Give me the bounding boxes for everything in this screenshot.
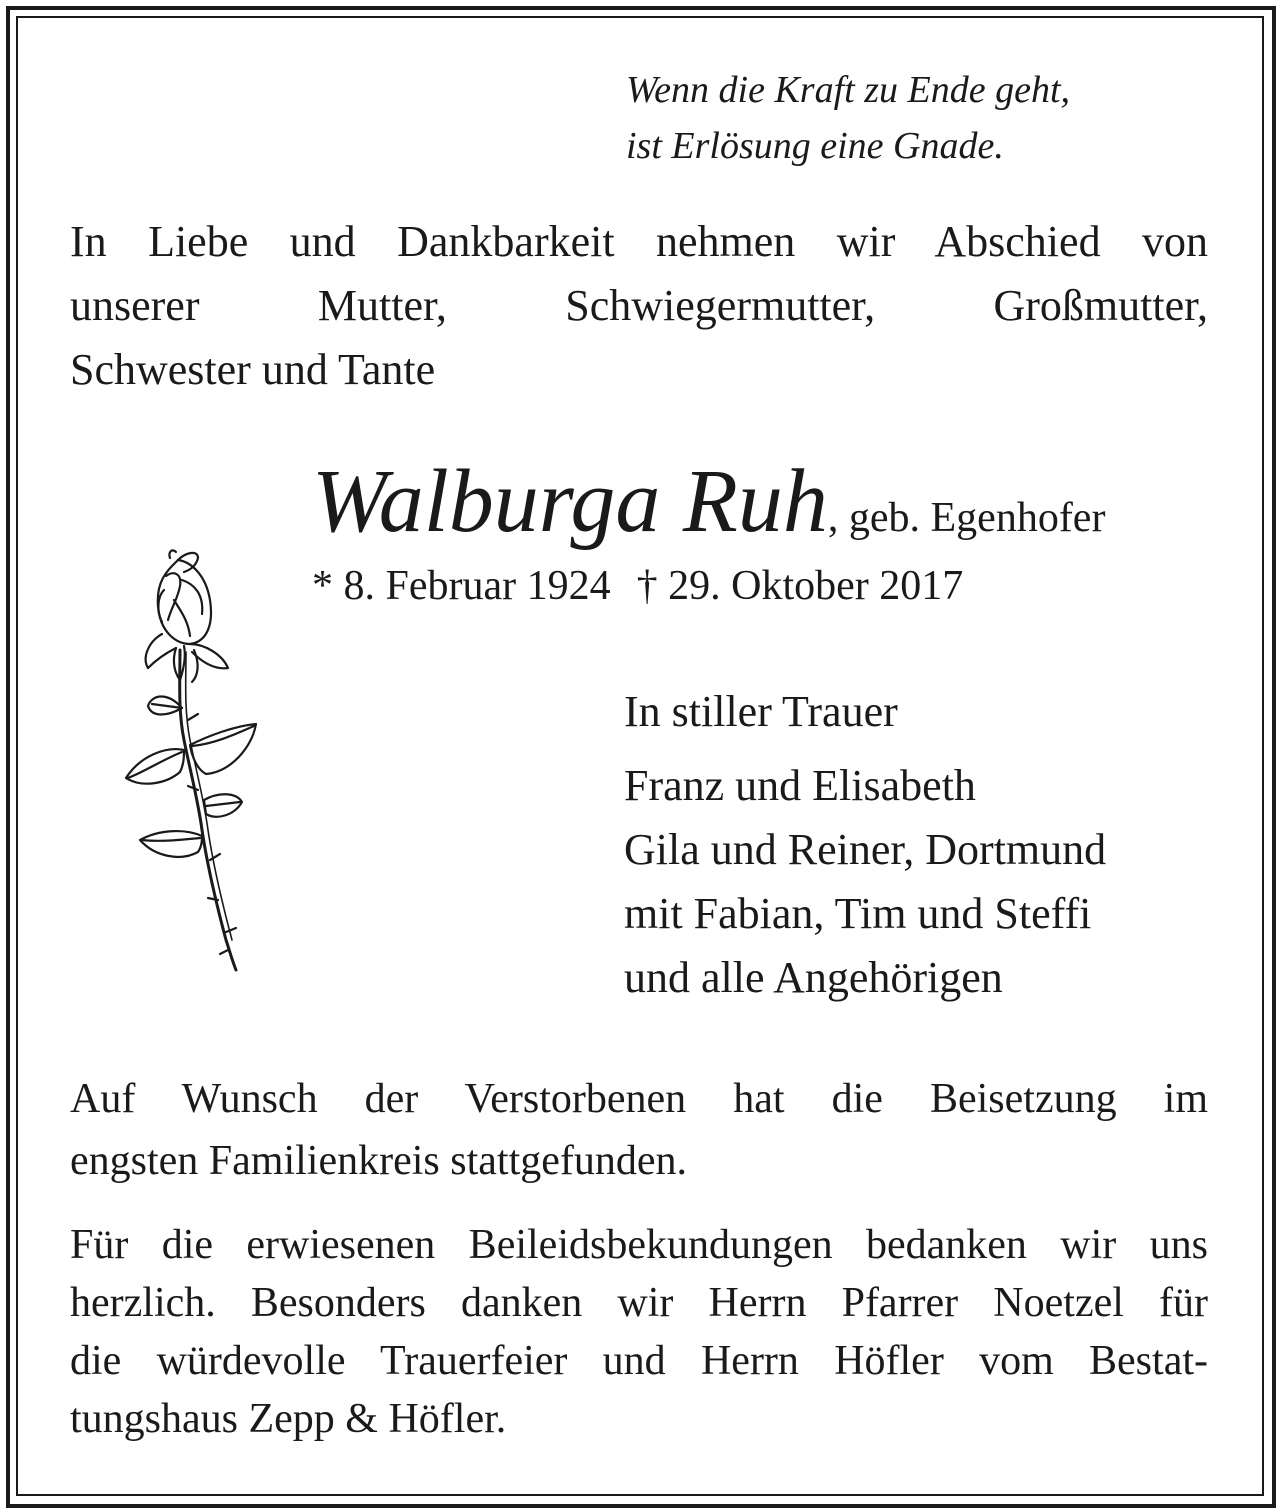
mourner-name: und alle Angehörigen: [624, 953, 1003, 1002]
motto-quote: [626, 62, 1070, 174]
mourner-name: Gila und Reiner, Dortmund: [624, 825, 1107, 874]
life-dates: [312, 558, 963, 614]
burial-line: Auf Wunsch der Verstorbenen hat die Beisetzung im: [70, 1076, 1208, 1122]
death-date: † 29. Oktober 2017: [636, 563, 964, 609]
rose-icon: [118, 540, 268, 980]
mourner-name: mit Fabian, Tim und Steffi: [624, 889, 1092, 938]
deceased-name-line: [312, 452, 1105, 552]
thanks-line: tungshaus Zepp & Höfler.: [70, 1396, 507, 1442]
motto-line: ist Erlösung eine Gnade.: [626, 125, 1004, 167]
intro-line: In Liebe und Dankbarkeit nehmen wir Abschied von: [70, 217, 1208, 266]
mourner-name: Franz und Elisabeth: [624, 761, 976, 810]
thanks-line: Für die erwiesenen Beileidsbekundungen bedanken wir uns: [70, 1222, 1208, 1268]
thanks-paragraph: [70, 1216, 1208, 1448]
burial-notice: [70, 1068, 1208, 1192]
motto-line: Wenn die Kraft zu Ende geht,: [626, 69, 1070, 111]
birth-name: , geb. Egenhofer: [827, 495, 1106, 541]
intro-line: unserer Mutter, Schwiegermutter, Großmutter,: [70, 281, 1208, 330]
mourning-heading: In stiller Trauer: [624, 687, 898, 736]
deceased-name: Walburga Ruh: [312, 452, 828, 551]
mourners-block: [624, 680, 1106, 1010]
intro-paragraph: [70, 210, 1208, 402]
burial-line: engsten Familienkreis stattgefunden.: [70, 1138, 688, 1184]
intro-line: Schwester und Tante: [70, 345, 436, 394]
thanks-line: herzlich. Besonders danken wir Herrn Pfarrer Noetzel für: [70, 1280, 1208, 1326]
birth-date: * 8. Februar 1924: [312, 563, 611, 609]
thanks-line: die würdevolle Trauerfeier und Herrn Höfler vom Bestat-: [70, 1338, 1208, 1384]
